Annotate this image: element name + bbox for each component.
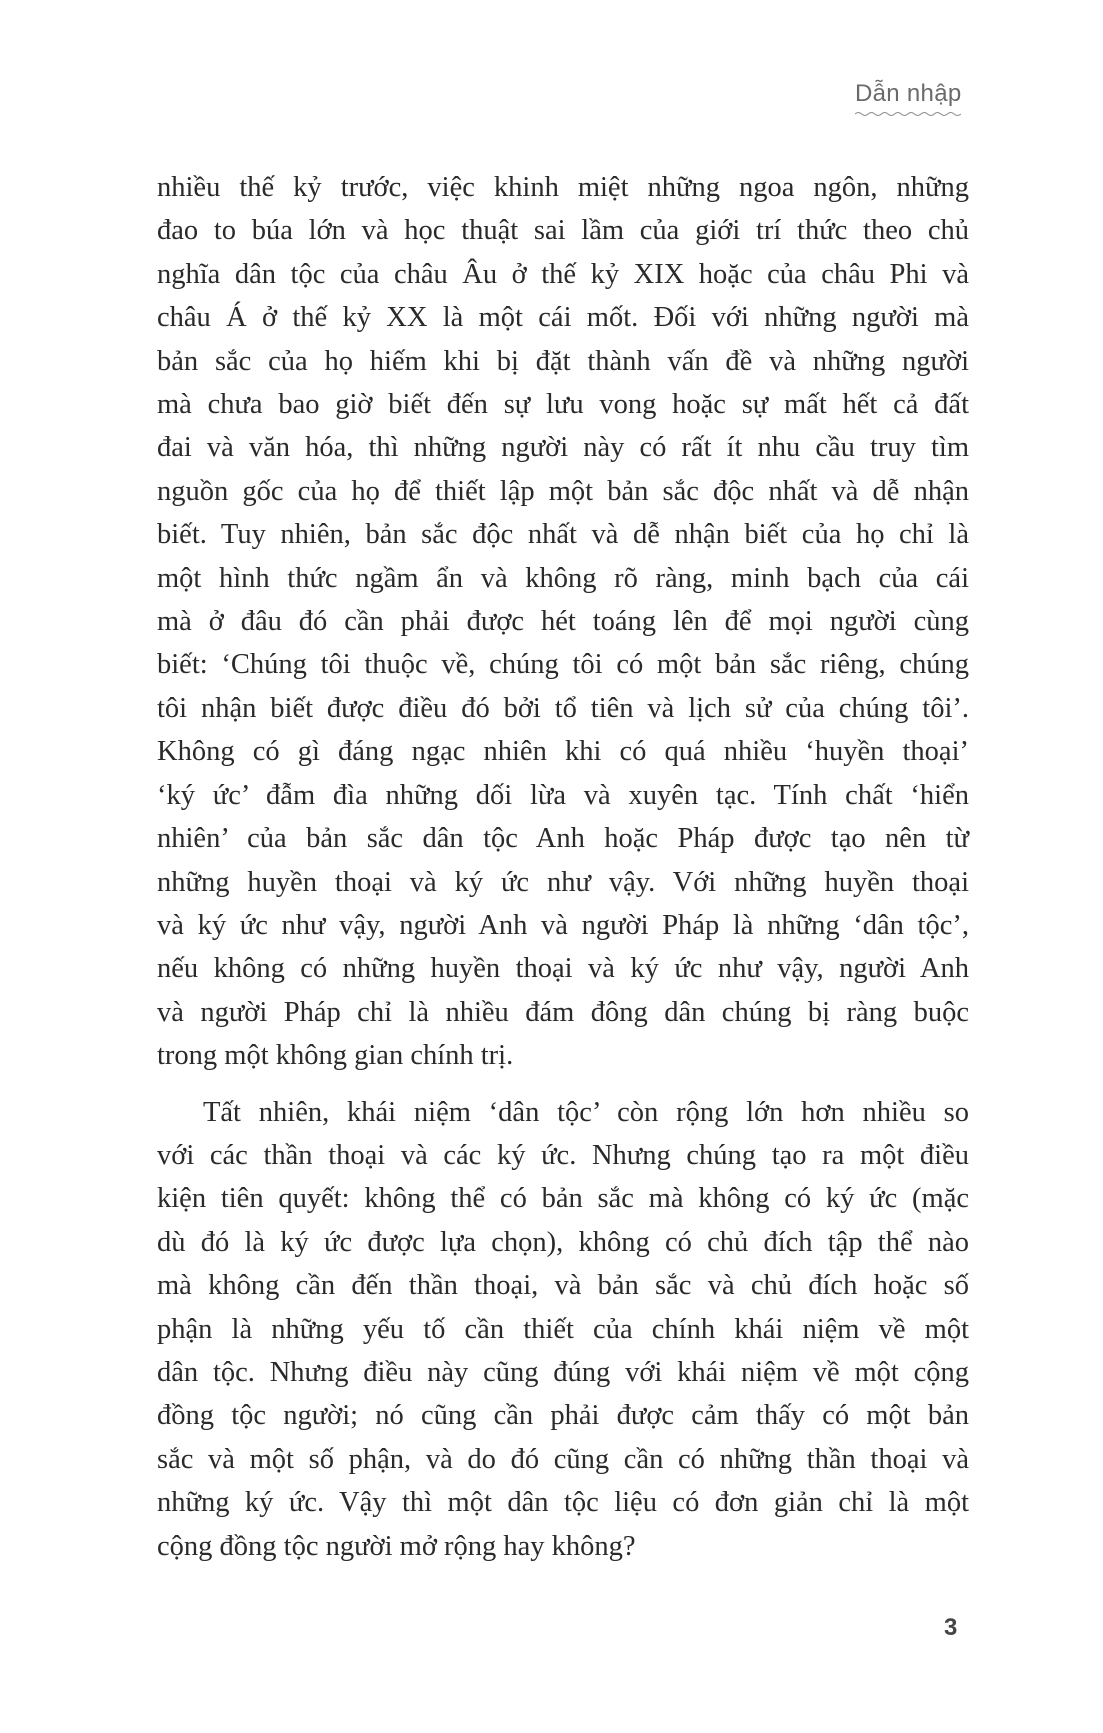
text-line: nguồn gốc của họ để thiết lập một bản sắc độc nhất và dễ nhận xyxy=(157,475,969,507)
text-line: và ký ức như vậy, người Anh và người Pháp là những ‘dân tộc’, xyxy=(157,909,969,941)
body-text xyxy=(157,166,969,1581)
text-line: đồng tộc người; nó cũng cần phải được cảm thấy có một bản xyxy=(157,1400,969,1432)
text-line: và người Pháp chỉ là nhiều đám đông dân chúng bị ràng buộc xyxy=(157,996,969,1028)
text-line: một hình thức ngầm ẩn và không rõ ràng, minh bạch của cái xyxy=(157,562,969,594)
page-number: 3 xyxy=(944,1614,958,1641)
text-line: đao to búa lớn và học thuật sai lầm của giới trí thức theo chủ xyxy=(157,215,969,247)
text-line: cộng đồng tộc người mở rộng hay không? xyxy=(157,1530,636,1562)
text-line: sắc và một số phận, và do đó cũng cần có những thần thoại và xyxy=(157,1443,969,1475)
text-line: nhiên’ của bản sắc dân tộc Anh hoặc Pháp được tạo nên từ xyxy=(157,823,969,855)
text-line: kiện tiên quyết: không thể có bản sắc mà không có ký ức (mặc xyxy=(157,1183,969,1215)
paragraph-2 xyxy=(157,1091,969,1568)
text-line: tôi nhận biết được điều đó bởi tổ tiên và lịch sử của chúng tôi’. xyxy=(157,692,969,724)
text-line: mà chưa bao giờ biết đến sự lưu vong hoặc sự mất hết cả đất xyxy=(157,389,969,421)
text-line: với các thần thoại và các ký ức. Nhưng chúng tạo ra một điều xyxy=(157,1139,969,1171)
text-line: nhiều thế kỷ trước, việc khinh miệt những ngoa ngôn, những xyxy=(157,172,969,203)
running-head-title: Dẫn nhập xyxy=(855,80,962,107)
text-line: mà ở đâu đó cần phải được hét toáng lên để mọi người cùng xyxy=(157,606,969,638)
text-line: nếu không có những huyền thoại và ký ức như vậy, người Anh xyxy=(157,953,969,985)
text-line: biết. Tuy nhiên, bản sắc độc nhất và dễ nhận biết của họ chỉ là xyxy=(157,519,969,551)
text-line: ‘ký ức’ đẫm đìa những dối lừa và xuyên tạc. Tính chất ‘hiển xyxy=(157,779,969,811)
text-line: trong một không gian chính trị. xyxy=(157,1040,514,1072)
text-line: phận là những yếu tố cần thiết của chính khái niệm về một xyxy=(157,1313,969,1345)
text-line: bản sắc của họ hiếm khi bị đặt thành vấn đề và những người xyxy=(157,345,969,377)
text-line: những huyền thoại và ký ức như vậy. Với những huyền thoại xyxy=(157,866,969,898)
text-line: mà không cần đến thần thoại, và bản sắc và chủ đích hoặc số xyxy=(157,1270,969,1302)
text-line: những ký ức. Vậy thì một dân tộc liệu có đơn giản chỉ là một xyxy=(157,1487,969,1519)
text-line: dân tộc. Nhưng điều này cũng đúng với khái niệm về một cộng xyxy=(157,1356,969,1388)
text-line: đai và văn hóa, thì những người này có rất ít nhu cầu truy tìm xyxy=(157,432,969,464)
text-line: Không có gì đáng ngạc nhiên khi có quá nhiều ‘huyền thoại’ xyxy=(157,736,969,768)
text-line: Tất nhiên, khái niệm ‘dân tộc’ còn rộng lớn hơn nhiều so xyxy=(203,1096,969,1128)
text-line: nghĩa dân tộc của châu Âu ở thế kỷ XIX hoặc của châu Phi và xyxy=(157,258,969,290)
text-line: dù đó là ký ức được lựa chọn), không có chủ đích tập thể nào xyxy=(157,1226,969,1258)
wavy-underline-ornament xyxy=(855,110,961,118)
text-line: biết: ‘Chúng tôi thuộc về, chúng tôi có một bản sắc riêng, chúng xyxy=(157,649,969,681)
paragraph-1 xyxy=(157,166,969,1078)
text-line: châu Á ở thế kỷ XX là một cái mốt. Đối với những người mà xyxy=(157,302,969,334)
